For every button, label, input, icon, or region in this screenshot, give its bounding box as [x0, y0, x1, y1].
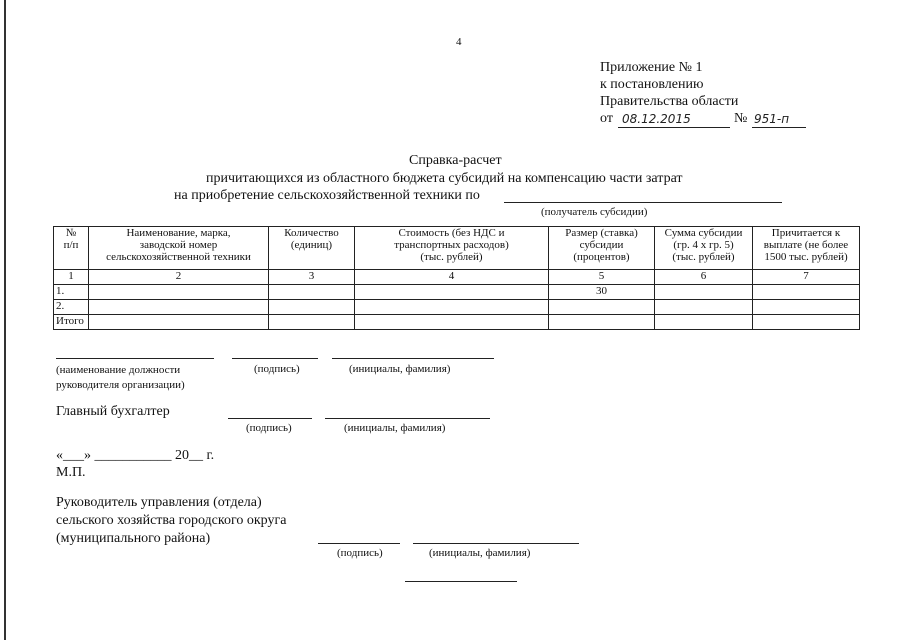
appendix-line-2: к постановлению	[600, 77, 704, 92]
table-cell	[753, 300, 860, 315]
table-cell	[269, 285, 355, 300]
stamp-label: М.П.	[56, 465, 86, 480]
recipient-line	[504, 202, 782, 203]
signature-line-3	[318, 543, 400, 544]
signature-line-2	[228, 418, 312, 419]
col-num-2: 2	[89, 270, 269, 285]
total-row	[54, 315, 860, 330]
doc-subtitle-2: на приобретение сельскохозяйственной техники по	[174, 188, 480, 203]
table-cell	[655, 315, 753, 330]
appendix-date-value: 08.12.2015	[622, 112, 691, 126]
col-header-cost: Стоимость (без НДС и транспортных расходов) (тыс. рублей)	[355, 227, 549, 270]
table-cell	[89, 285, 269, 300]
table-cell: 30	[549, 285, 655, 300]
date-underline	[618, 127, 730, 128]
col-num-4: 4	[355, 270, 549, 285]
signature-line-1	[232, 358, 318, 359]
col-header-name: Наименование, марка, заводской номер сельскохозяйственной техники	[89, 227, 269, 270]
column-number-row	[54, 270, 860, 285]
col-header-rate: Размер (ставка) субсидии (процентов)	[549, 227, 655, 270]
table-row	[54, 300, 860, 315]
col-header-sum: Сумма субсидии (гр. 4 х гр. 5) (тыс. рублей)	[655, 227, 753, 270]
table-cell	[89, 315, 269, 330]
table-cell	[355, 300, 549, 315]
initials-caption-3: (инициалы, фамилия)	[429, 547, 531, 559]
col-num-5: 5	[549, 270, 655, 285]
col-num-3: 3	[269, 270, 355, 285]
table-cell	[655, 285, 753, 300]
table-cell	[655, 300, 753, 315]
table-cell	[355, 285, 549, 300]
chief-accountant-label: Главный бухгалтер	[56, 404, 170, 419]
subsidy-table	[53, 226, 860, 330]
table-row	[54, 285, 860, 300]
position-caption: (наименование должности руководителя организации)	[56, 364, 185, 391]
appendix-number-prefix: №	[734, 111, 748, 126]
recipient-caption: (получатель субсидии)	[541, 206, 648, 218]
initials-line-2	[325, 418, 490, 419]
scan-edge	[4, 0, 6, 640]
table-cell	[269, 315, 355, 330]
bottom-line	[405, 581, 517, 582]
col-num-6: 6	[655, 270, 753, 285]
col-header-payable: Причитается к выплате (не более 1500 тыс. рублей)	[753, 227, 860, 270]
page-number: 4	[456, 36, 462, 48]
appendix-date-prefix: от	[600, 111, 613, 126]
head-dept-label: Руководитель управления (отдела) сельского хозяйства городского округа (муниципального района)	[56, 495, 287, 546]
table-cell	[269, 300, 355, 315]
signature-caption-2: (подпись)	[246, 422, 292, 434]
table-cell: 2.	[54, 300, 89, 315]
position-line	[56, 358, 214, 359]
col-num-7: 7	[753, 270, 860, 285]
initials-line-1	[332, 358, 494, 359]
doc-title: Справка-расчет	[409, 153, 502, 168]
table-cell	[89, 300, 269, 315]
table-cell	[549, 315, 655, 330]
table-cell	[753, 285, 860, 300]
col-num-1: 1	[54, 270, 89, 285]
number-underline	[752, 127, 806, 128]
col-header-quantity: Количество (единиц)	[269, 227, 355, 270]
table-cell	[753, 315, 860, 330]
table-cell	[355, 315, 549, 330]
initials-line-3	[413, 543, 579, 544]
col-header-number: № п/п	[54, 227, 89, 270]
table-cell: 1.	[54, 285, 89, 300]
signature-caption-3: (подпись)	[337, 547, 383, 559]
date-line: «___» ___________ 20__ г.	[56, 448, 215, 463]
total-label: Итого	[54, 315, 89, 330]
appendix-line-1: Приложение № 1	[600, 60, 703, 75]
initials-caption-2: (инициалы, фамилия)	[344, 422, 446, 434]
appendix-number-value: 951-п	[754, 112, 790, 126]
table-header-row	[54, 227, 860, 270]
initials-caption-1: (инициалы, фамилия)	[349, 363, 451, 375]
table-cell	[549, 300, 655, 315]
appendix-line-3: Правительства области	[600, 94, 739, 109]
doc-subtitle: причитающихся из областного бюджета субсидий на компенсацию части затрат	[206, 171, 683, 186]
signature-caption-1: (подпись)	[254, 363, 300, 375]
